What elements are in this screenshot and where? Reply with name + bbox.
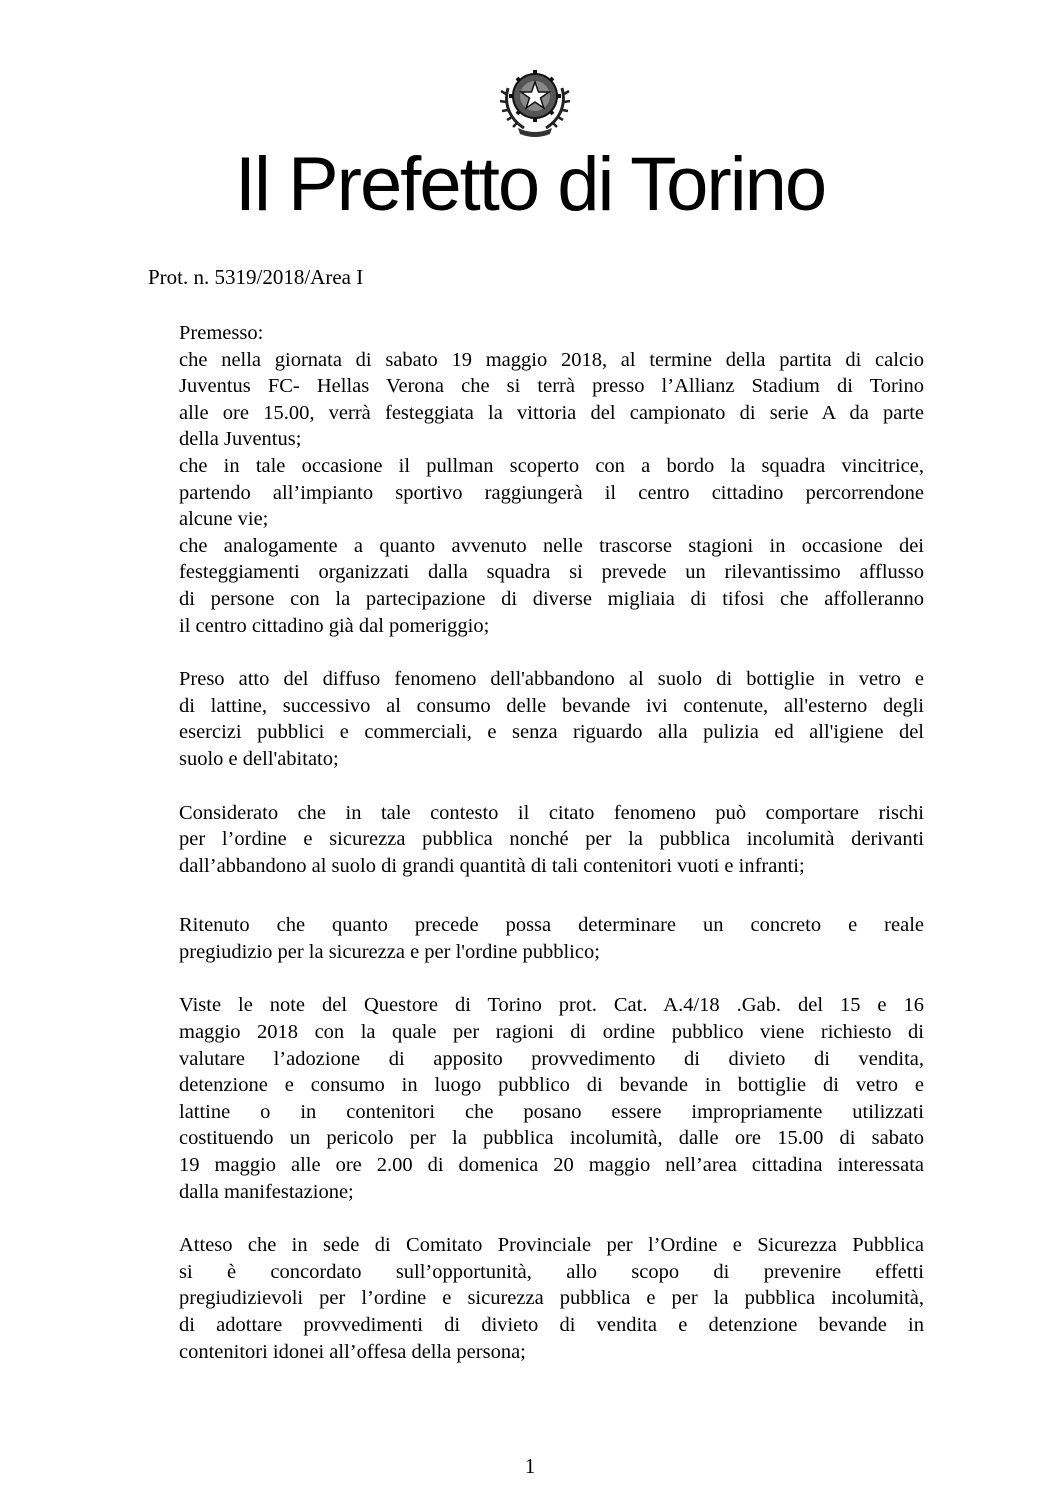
paragraph-viste — [179, 992, 924, 1205]
paragraph-premesso — [179, 347, 924, 640]
text-line: che analogamente a quanto avvenuto nelle trascorse stagioni in occasione dei — [179, 534, 924, 557]
text-line: detenzione e consumo in luogo pubblico di bevande in bottiglie di vetro e — [179, 1074, 924, 1097]
paragraph-atteso — [179, 1232, 924, 1365]
paragraph-considerato — [179, 800, 924, 880]
page-title: Il Prefetto di Torino — [234, 142, 826, 227]
text-line: di adottare provvedimenti di divieto di vendita e detenzione bevande in — [179, 1314, 924, 1336]
text-line: alcune vie; — [179, 508, 269, 531]
text-line: dalla manifestazione; — [179, 1180, 354, 1203]
section-heading-premesso: Premesso: — [179, 322, 264, 344]
text-line: suolo e dell'abitato; — [179, 747, 339, 770]
text-line: di lattine, successivo al consumo delle bevande ivi contenute, all'esterno degli — [179, 694, 924, 717]
text-line: che nella giornata di sabato 19 maggio 2018, al termine della partita di calcio — [179, 348, 924, 371]
text-line: che in tale occasione il pullman scoperto con a bordo la squadra vincitrice, — [179, 454, 924, 477]
text-line: valutare l’adozione di apposito provvedimento di divieto di vendita, — [179, 1047, 924, 1070]
text-line: pregiudizio per la sicurezza e per l'ordine pubblico; — [179, 940, 600, 963]
text-line: 19 maggio alle ore 2.00 di domenica 20 maggio nell’area cittadina interessata — [179, 1154, 924, 1177]
text-line: Preso atto del diffuso fenomeno dell'abbandono al suolo di bottiglie in vetro e — [179, 668, 924, 691]
text-line: costituendo un pericolo per la pubblica incolumità, dalle ore 15.00 di sabato — [179, 1127, 924, 1150]
text-line: si è concordato sull’opportunità, allo scopo di prevenire effetti — [179, 1260, 924, 1283]
text-line: Atteso che in sede di Comitato Provinciale per l’Ordine e Sicurezza Pubblica — [179, 1234, 924, 1257]
text-line: dall’abbandono al suolo di grandi quantità di tali contenitori vuoti e infranti; — [179, 854, 805, 877]
protocol-number: Prot. n. 5319/2018/Area I — [148, 265, 364, 289]
italian-republic-emblem-icon — [498, 58, 572, 138]
text-line: partendo all’impianto sportivo raggiungerà il centro cittadino percorrendone — [179, 481, 924, 504]
text-line: della Juventus; — [179, 428, 302, 451]
text-line: festeggiamenti organizzati dalla squadra si prevede un rilevantissimo afflusso — [179, 561, 924, 584]
text-line: lattine o in contenitori che posano essere impropriamente utilizzati — [179, 1100, 924, 1123]
page-number: 1 — [524, 1454, 536, 1478]
text-line: Ritenuto che quanto precede possa determinare un concreto e reale — [179, 914, 924, 937]
text-line: per l’ordine e sicurezza pubblica nonché per la pubblica incolumità derivanti — [179, 828, 924, 851]
text-line: di persone con la partecipazione di diverse migliaia di tifosi che affolleranno — [179, 587, 924, 610]
text-line: alle ore 15.00, verrà festeggiata la vittoria del campionato di serie A da parte — [179, 401, 924, 424]
text-line: Viste le note del Questore di Torino prot. Cat. A.4/18 .Gab. del 15 e 16 — [179, 994, 924, 1017]
text-line: esercizi pubblici e commerciali, e senza riguardo alla pulizia ed all'igiene del — [179, 721, 924, 744]
paragraph-preso-atto — [179, 666, 924, 772]
text-line: contenitori idonei all’offesa della persona; — [179, 1340, 526, 1363]
text-line: maggio 2018 con la quale per ragioni di ordine pubblico viene richiesto di — [179, 1021, 924, 1044]
paragraph-ritenuto — [179, 912, 924, 965]
text-line: il centro cittadino già dal pomeriggio; — [179, 614, 490, 637]
document-body — [179, 320, 924, 1365]
text-line: pregiudizievoli per l’ordine e sicurezza pubblica e per la pubblica incolumità, — [179, 1287, 924, 1310]
text-line: Considerato che in tale contesto il citato fenomeno può comportare rischi — [179, 801, 924, 824]
text-line: Juventus FC- Hellas Verona che si terrà presso l’Allianz Stadium di Torino — [179, 375, 924, 398]
